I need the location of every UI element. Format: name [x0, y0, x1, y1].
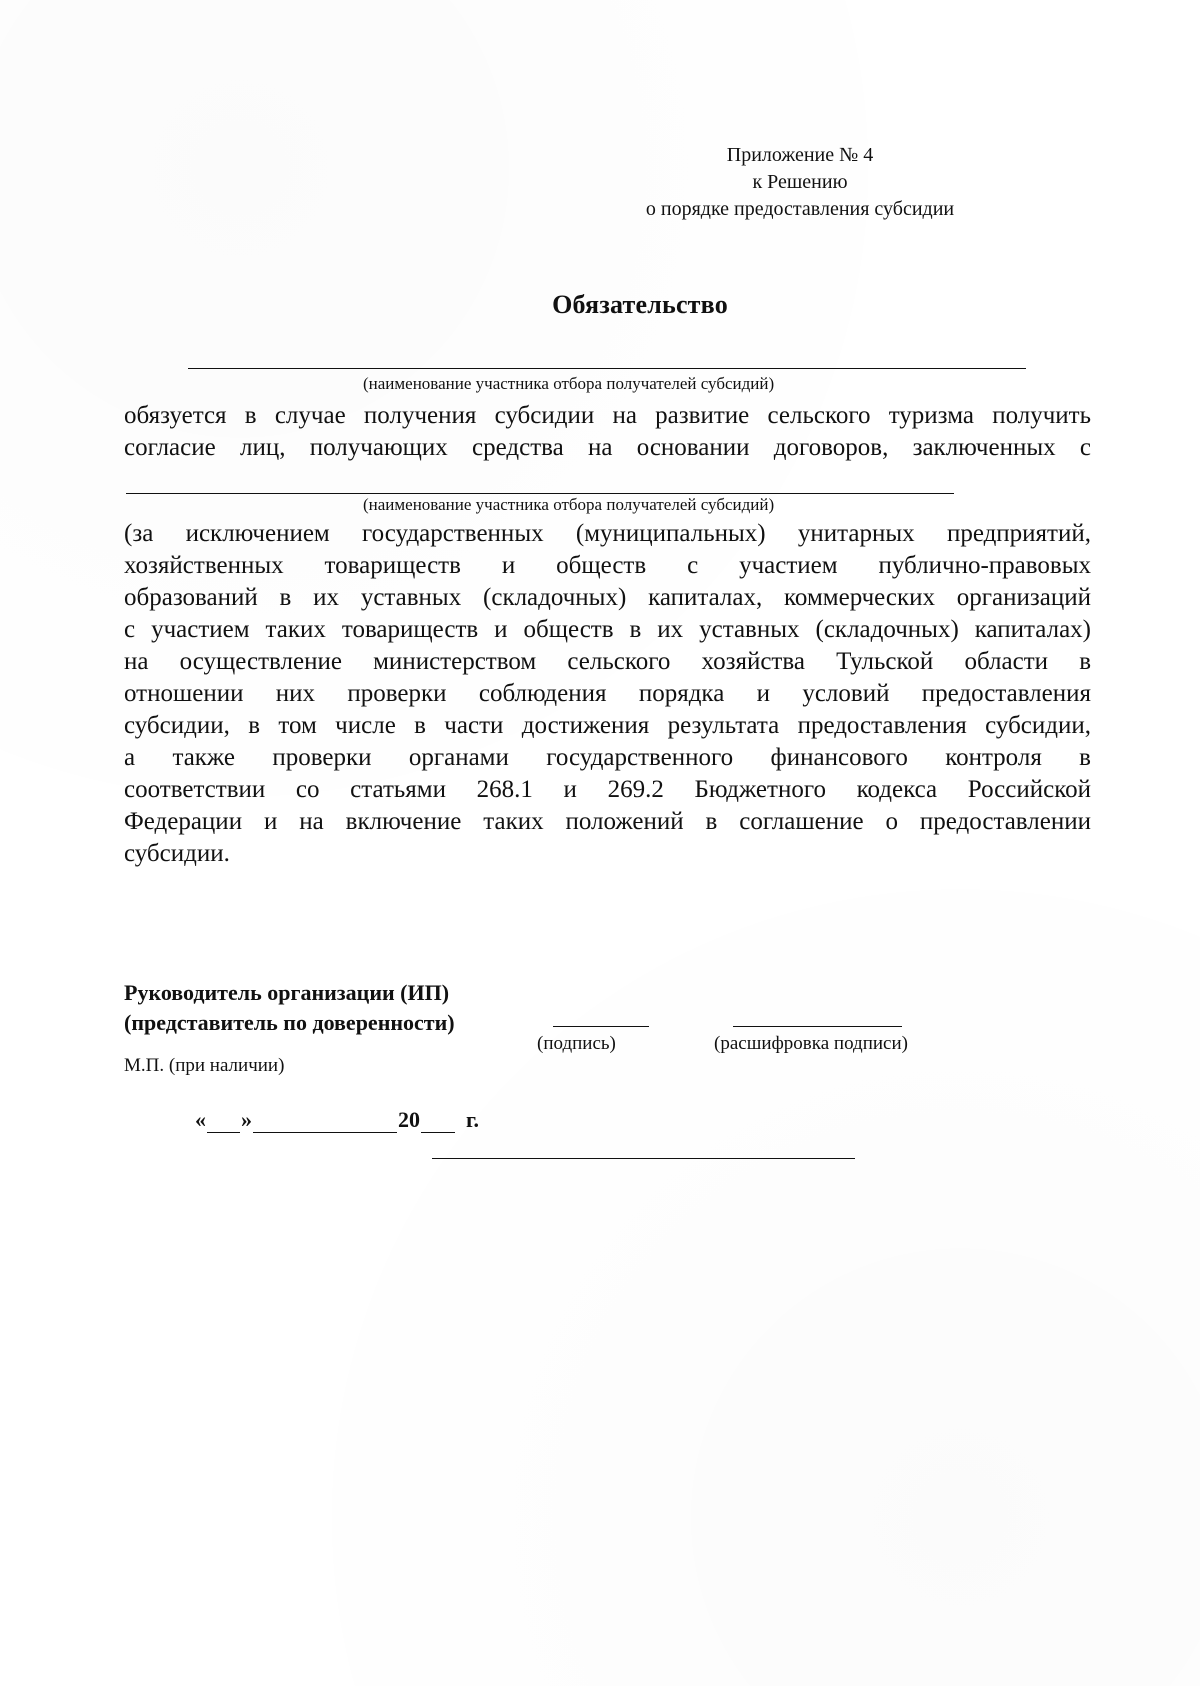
paragraph-line: (за исключением государственных (муниципальных) унитарных предприятий, [124, 520, 1091, 547]
participant-name-caption-1: (наименование участника отбора получателей субсидий) [363, 374, 775, 393]
signatory-representative: (представитель по доверенности) [124, 1010, 455, 1035]
closing-rule [432, 1158, 855, 1159]
paragraph-line: на осуществление министерством сельского хозяйства Тульской области в [124, 648, 1091, 675]
participant-name-blank-2 [126, 493, 954, 494]
paragraph-line: соответствии со статьями 268.1 и 269.2 Бюджетного кодекса Российской [124, 776, 1091, 803]
participant-name-caption-2: (наименование участника отбора получателей субсидий) [363, 495, 775, 514]
date-day-blank [207, 1110, 240, 1133]
date-field [195, 1107, 479, 1133]
paragraph-line: образований в их уставных (складочных) капиталах, коммерческих организаций [124, 584, 1091, 611]
appendix-reference: к Решению [752, 171, 848, 193]
paragraph-line: Федерации и на включение таких положений в соглашение о предоставлении [124, 808, 1091, 835]
signature-decoding-blank [733, 1026, 902, 1027]
date-year-suffix: г. [466, 1107, 480, 1132]
stamp-placeholder: М.П. (при наличии) [124, 1055, 285, 1076]
paragraph-line: с участием таких товариществ и обществ в их уставных (складочных) капиталах) [124, 616, 1091, 643]
paragraph-line: а также проверки органами государственного финансового контроля в [124, 744, 1091, 771]
obligation-paragraph-2 [124, 518, 1091, 870]
date-month-blank [253, 1110, 397, 1133]
signature-caption: (подпись) [537, 1033, 616, 1054]
signature-decoding-caption: (расшифровка подписи) [714, 1033, 908, 1054]
document-title: Обязательство [552, 290, 728, 319]
appendix-subject: о порядке предоставления субсидии [645, 198, 955, 220]
paragraph-line: согласие лиц, получающих средства на основании договоров, заключенных с [124, 434, 1091, 461]
date-year-prefix: 20 [398, 1107, 420, 1132]
obligation-paragraph-1 [124, 400, 1091, 464]
paragraph-line: отношении них проверки соблюдения порядка и условий предоставления [124, 680, 1091, 707]
paragraph-line: субсидии, в том числе в части достижения результата предоставления субсидии, [124, 712, 1091, 739]
appendix-number: Приложение № 4 [726, 144, 874, 166]
appendix-header [600, 142, 1000, 223]
date-open-quote: « [195, 1107, 206, 1132]
paragraph-line: обязуется в случае получения субсидии на развитие сельского туризма получить [124, 402, 1091, 429]
date-close-quote: » [241, 1107, 252, 1132]
signatory-title: Руководитель организации (ИП) [124, 980, 450, 1005]
signature-blank [553, 1026, 649, 1027]
date-year-blank [421, 1110, 455, 1133]
paragraph-line: субсидии. [124, 840, 230, 867]
participant-name-blank-1 [188, 368, 1026, 369]
signatory-heading [124, 978, 455, 1038]
paragraph-line: хозяйственных товариществ и обществ с участием публично-правовых [124, 552, 1091, 579]
